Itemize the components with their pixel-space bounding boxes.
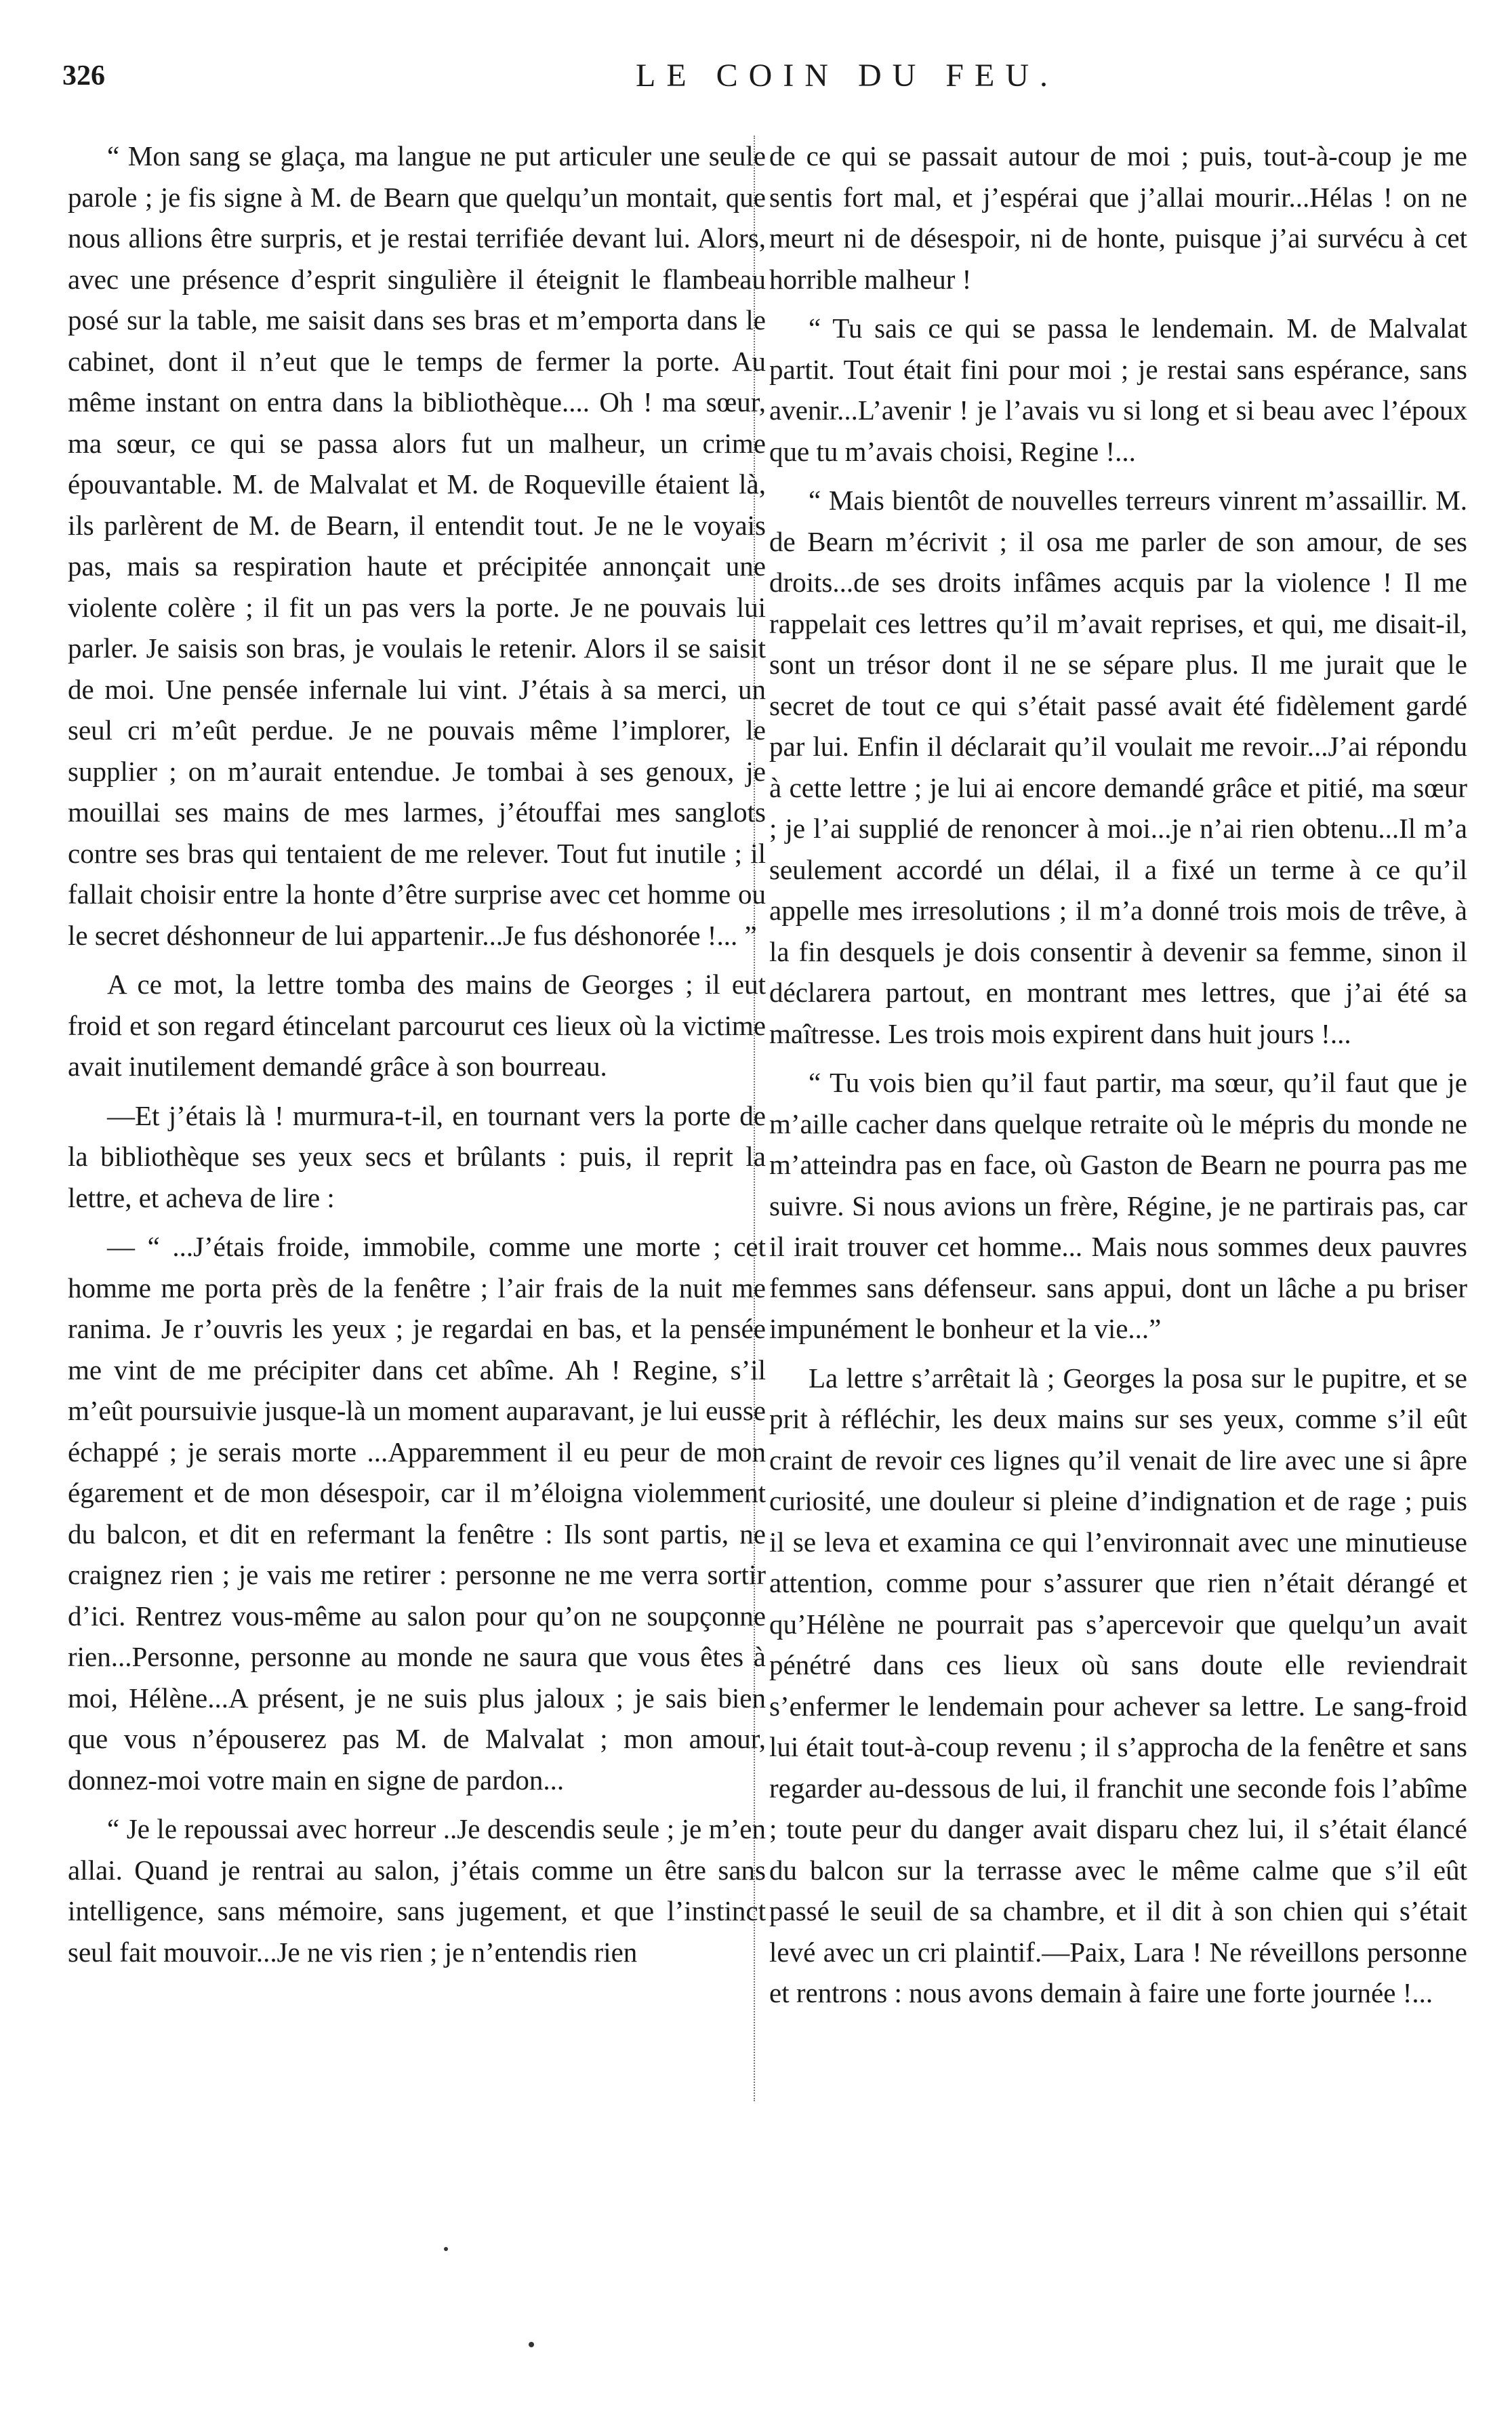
paragraph: “ Je le repoussai avec horreur ..Je descendis seule ; je m’en allai. Quand je rentrai au salon, j’étais comme un être sans intelligence, sans mémoire, sans jugement, et que l’instinct seul fait mouvoir...Je ne vis rien ; je n’entendis rien — [68, 1813, 766, 1968]
paragraph: de ce qui se passait autour de moi ; puis, tout-à-coup je me sentis fort mal, et j’espérai que j’allai mourir...Hélas ! on ne meurt ni de désespoir, ni de honte, puisque j’ai survécu à cet horrible malheur ! — [769, 140, 1467, 295]
paragraph: “ Mon sang se glaça, ma langue ne put articuler une seule parole ; je fis signe à M. de Bearn que quelqu’un montait, que nous allions être surpris, et je restai terrifiée devant lui. Alors, avec une présence d’esprit singulière il éteignit le flambeau posé sur la table, me saisit dans ses bras et m’emporta dans le cabinet, dont il n’eut que le temps de fermer la porte. Au même instant on entra dans la bibliothèque.... Oh ! ma sœur, ma sœur, ce qui se passa alors fut un malheur, un crime épouvantable. M. de Malvalat et M. de Roqueville étaient là, ils parlèrent de M. de Bearn, il entendit tout. Je ne le voyais pas, mais sa respiration haute et précipitée annonçait une violente colère ; il fit un pas vers la porte. Je ne pouvais lui parler. Je saisis son bras, je voulais le retenir. Alors il se saisit de moi. Une pensée infernale lui vint. J’étais à sa merci, un seul cri m’eût perdue. Je ne pouvais même l’implorer, le supplier ; on m’aurait entendue. Je tombai à ses genoux, je mouillai ses mains de mes larmes, j’étouffai mes sanglots contre ses bras qui tentaient de me relever. Tout fut inutile ; il fallait choisir entre la honte d’être surprise avec cet homme ou le secret déshonneur de lui appartenir...Je fus déshonorée !... ” — [68, 140, 766, 951]
paragraph: — “ ...J’étais froide, immobile, comme une morte ; cet homme me porta près de la fenêtre ; l’air frais de la nuit me ranima. Je r’ouvris les yeux ; je regardai en bas, et la pensée me vint de me précipiter dans cet abîme. Ah ! Regine, s’il m’eût poursuivie jusque-là un moment auparavant, je lui eusse échappé ; je serais morte ...Apparemment il eu peur de mon égarement et de mon désespoir, car il m’éloigna violemment du balcon, et dit en refermant la fenêtre : Ils sont partis, ne craignez rien ; je vais me retirer : personne ne me verra sortir d’ici. Rentrez vous-même au salon pour qu’on ne soupçonne rien...Personne, personne au monde ne saura que vous êtes à moi, Hélène...A présent, je ne suis plus jaloux ; je sais bien que vous n’épouserez pas M. de Malvalat ; mon amour, donnez-moi votre main en signe de pardon... — [68, 1231, 766, 1796]
paragraph: “ Tu sais ce qui se passa le lendemain. M. de Malvalat partit. Tout était fini pour moi ; je restai sans espérance, sans avenir...L’avenir ! je l’avais vu si long et si beau avec l’époux que tu m’avais choisi, Regine !... — [769, 312, 1467, 467]
left-column — [68, 136, 766, 1981]
paragraph: —Et j’étais là ! murmura-t-il, en tournant vers la porte de la bibliothèque ses yeux secs et brûlants : puis, il reprit la lettre, et acheva de lire : — [68, 1099, 766, 1213]
paragraph: La lettre s’arrêtait là ; Georges la posa sur le pupitre, et se prit à réfléchir, les deux mains sur ses yeux, comme s’il eût craint de revoir ces lignes qu’il venait de lire avec une si âpre curiosité, une douleur si pleine d’indignation et de rage ; puis il se leva et examina ce qui l’environnait avec une minutieuse attention, comme pour s’assurer que rien n’était dérangé et qu’Hélène ne pourrait pas s’apercevoir que quelqu’un avait pénétré dans ces lieux où sans doute elle reviendrait s’enfermer le lendemain pour achever sa lettre. Le sang-froid lui était tout-à-coup revenu ; il s’approcha de la fenêtre et sans regarder au-dessous de lui, il franchit une seconde fois l’abîme ; toute peur du danger avait disparu chez lui, il s’était élancé du balcon sur la terrasse avec le même calme que s’il eût passé le seuil de sa chambre, et il dit à son chien qui s’était levé avec un cri plaintif.—Paix, Lara ! Ne réveillons personne et rentrons : nous avons demain à faire une forte journée !... — [769, 1362, 1467, 2008]
speck-mark — [529, 2342, 534, 2347]
right-column — [769, 136, 1467, 2022]
paragraph: “ Tu vois bien qu’il faut partir, ma sœur, qu’il faut que je m’aille cacher dans quelque retraite où le mépris du monde ne m’atteindra pas en face, où Gaston de Bearn ne pourra pas me suivre. Si nous avions un frère, Régine, je ne partirais pas, car il irait trouver cet homme... Mais nous sommes deux pauvres femmes sans défenseur. sans appui, dont un lâche a pu briser impunément le bonheur et la vie...” — [769, 1067, 1467, 1344]
paragraph: A ce mot, la lettre tomba des mains de Georges ; il eut froid et son regard étincelant parcourut ces lieux où la victime avait inutilement demandé grâce à son bourreau. — [68, 969, 766, 1082]
page-number: 326 — [62, 60, 105, 92]
speck-mark — [444, 2247, 448, 2251]
paragraph: “ Mais bientôt de nouvelles terreurs vinrent m’assaillir. M. de Bearn m’écrivit ; il osa me parler de son amour, de ses droits...de ses droits infâmes acquis par la violence ! Il me rappelait ces lettres qu’il m’avait reprises, et qui, me disait-il, sont un trésor dont il ne se sépare plus. Il me jurait que le secret de tout ce qui s’était passé avait été fidèlement gardé par lui. Enfin il déclarait qu’il voulait me revoir...J’ai répondu à cette lettre ; je lui ai encore demandé grâce et pitié, ma sœur ; je l’ai supplié de renoncer à moi...je n’ai rien obtenu...Il m’a seulement accordé un délai, il a fixé un terme à ce qu’il appelle mes irresolutions ; il m’a donné trois mois de trêve, à la fin desquels je dois consentir à devenir sa femme, sinon il déclarera partout, en montrant mes lettres, que j’ai été sa maîtresse. Les trois mois expirent dans huit jours !... — [769, 485, 1467, 1049]
running-title: LE COIN DU FEU. — [636, 58, 1059, 94]
